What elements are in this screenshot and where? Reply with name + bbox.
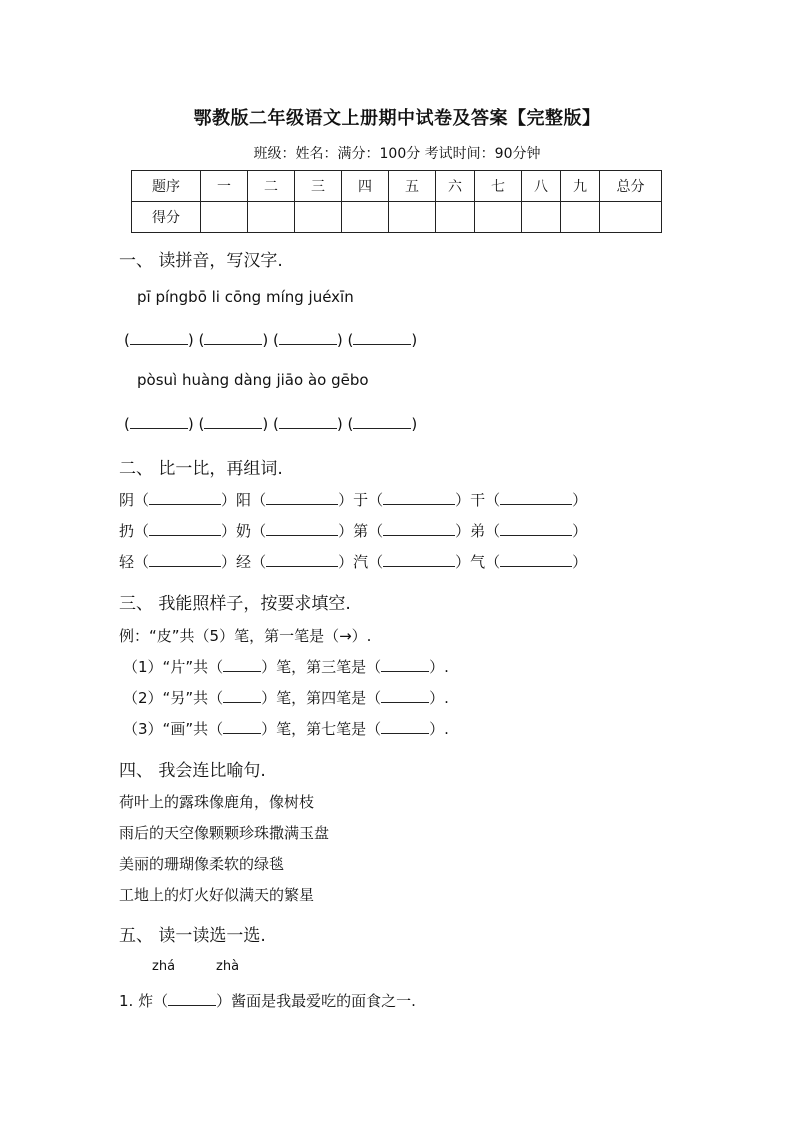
question-text: ）. [429, 658, 449, 676]
simile-line[interactable]: 工地上的灯火好似满天的繁星 [119, 886, 315, 904]
word-row: 阴（ ）阳（ ）于（ ）干（ ） [119, 491, 588, 509]
stroke-question [123, 718, 449, 739]
answer-blank[interactable] [168, 991, 216, 1006]
answer-blank[interactable] [381, 688, 429, 703]
header-cell: 六 [436, 171, 475, 202]
answer-blank[interactable] [130, 414, 188, 429]
section-4-heading: 四、 我会连比喻句. [119, 761, 266, 781]
header-cell: 总分 [600, 171, 662, 202]
question-text: ）酱面是我最爱吃的面食之一. [216, 992, 416, 1010]
section-3-heading: 三、 我能照样子，按要求填空. [119, 594, 351, 614]
question-text: ）笔，第三笔是（ [261, 658, 382, 676]
char: 汽 [353, 553, 369, 571]
score-cell[interactable] [389, 202, 436, 233]
char: 阴 [119, 491, 135, 509]
answer-blank[interactable] [500, 552, 572, 567]
answer-row-2: ( ) ( ) ( ) ( ) [124, 415, 418, 433]
pinyin-option-a: zhá [152, 959, 176, 974]
score-cell[interactable] [561, 202, 600, 233]
question-text: 1. 炸（ [119, 992, 169, 1010]
answer-blank[interactable] [149, 552, 221, 567]
answer-blank[interactable] [381, 719, 429, 734]
answer-blank[interactable] [223, 657, 261, 672]
answer-blank[interactable] [204, 330, 262, 345]
char: 经 [236, 553, 252, 571]
header-cell: 四 [342, 171, 389, 202]
char: 轻 [119, 553, 135, 571]
score-cell[interactable] [600, 202, 662, 233]
score-cell[interactable] [201, 202, 248, 233]
score-cell[interactable] [436, 202, 475, 233]
pinyin-row-1: pī píngbō li cōng míng juéxīn [137, 288, 354, 306]
section-5-heading: 五、 读一读选一选. [119, 926, 266, 946]
char: 扔 [119, 522, 135, 540]
header-cell: 九 [561, 171, 600, 202]
header-cell: 七 [475, 171, 522, 202]
answer-blank[interactable] [266, 521, 338, 536]
answer-blank[interactable] [223, 719, 261, 734]
header-cell: 二 [248, 171, 295, 202]
answer-blank[interactable] [500, 521, 572, 536]
answer-row-1: ( ) ( ) ( ) ( ) [124, 331, 418, 349]
question-text: ）. [429, 720, 449, 738]
answer-blank[interactable] [130, 330, 188, 345]
char: 奶 [236, 522, 252, 540]
char: 阳 [236, 491, 252, 509]
question-text: ）. [429, 689, 449, 707]
score-table-score-row [132, 202, 662, 233]
char: 弟 [470, 522, 486, 540]
section-1-heading: 一、 读拼音，写汉字. [119, 251, 283, 271]
header-cell: 五 [389, 171, 436, 202]
answer-blank[interactable] [383, 521, 455, 536]
section-2-heading: 二、 比一比，再组词. [119, 459, 283, 479]
simile-line[interactable]: 雨后的天空像颗颗珍珠撒满玉盘 [119, 824, 330, 842]
answer-blank[interactable] [149, 490, 221, 505]
answer-blank[interactable] [383, 490, 455, 505]
char: 于 [353, 491, 369, 509]
header-cell: 八 [522, 171, 561, 202]
answer-blank[interactable] [353, 414, 411, 429]
char: 气 [470, 553, 486, 571]
answer-blank[interactable] [500, 490, 572, 505]
answer-blank[interactable] [353, 330, 411, 345]
header-cell: 三 [295, 171, 342, 202]
answer-blank[interactable] [381, 657, 429, 672]
char: 干 [470, 491, 486, 509]
score-table-header-row [132, 171, 662, 202]
question-text: （1）“片”共（ [123, 658, 224, 676]
stroke-question [123, 687, 449, 708]
pinyin-row-2: pòsuì huàng dàng jiāo ào gēbo [137, 371, 369, 389]
score-cell[interactable] [522, 202, 561, 233]
stroke-question [123, 656, 449, 677]
answer-blank[interactable] [383, 552, 455, 567]
question-text: （2）“另”共（ [123, 689, 224, 707]
question-text: ）笔，第四笔是（ [261, 689, 382, 707]
score-cell[interactable] [248, 202, 295, 233]
answer-blank[interactable] [279, 330, 337, 345]
score-table [131, 170, 662, 233]
word-row: 轻（ ）经（ ）汽（ ）气（ ） [119, 553, 588, 571]
answer-blank[interactable] [279, 414, 337, 429]
exam-info: 班级：姓名：满分：100分 考试时间：90分钟 [253, 146, 541, 162]
answer-blank[interactable] [223, 688, 261, 703]
pinyin-option-b: zhà [216, 959, 240, 974]
question-1 [119, 990, 416, 1011]
answer-blank[interactable] [204, 414, 262, 429]
question-text: ）笔，第七笔是（ [261, 720, 382, 738]
simile-line[interactable]: 美丽的珊瑚像柔软的绿毯 [119, 855, 285, 873]
score-cell[interactable] [295, 202, 342, 233]
row-label: 得分 [132, 202, 201, 233]
header-cell: 题序 [132, 171, 201, 202]
example-line: 例：“皮”共（5）笔，第一笔是（→）. [119, 627, 372, 645]
question-text: （3）“画”共（ [123, 720, 224, 738]
page-title: 鄂教版二年级语文上册期中试卷及答案【完整版】 [193, 108, 601, 129]
word-row: 扔（ ）奶（ ）第（ ）弟（ ） [119, 522, 588, 540]
answer-blank[interactable] [149, 521, 221, 536]
char: 第 [353, 522, 369, 540]
answer-blank[interactable] [266, 490, 338, 505]
answer-blank[interactable] [266, 552, 338, 567]
score-cell[interactable] [342, 202, 389, 233]
header-cell: 一 [201, 171, 248, 202]
simile-line[interactable]: 荷叶上的露珠像鹿角，像树枝 [119, 793, 315, 811]
score-cell[interactable] [475, 202, 522, 233]
